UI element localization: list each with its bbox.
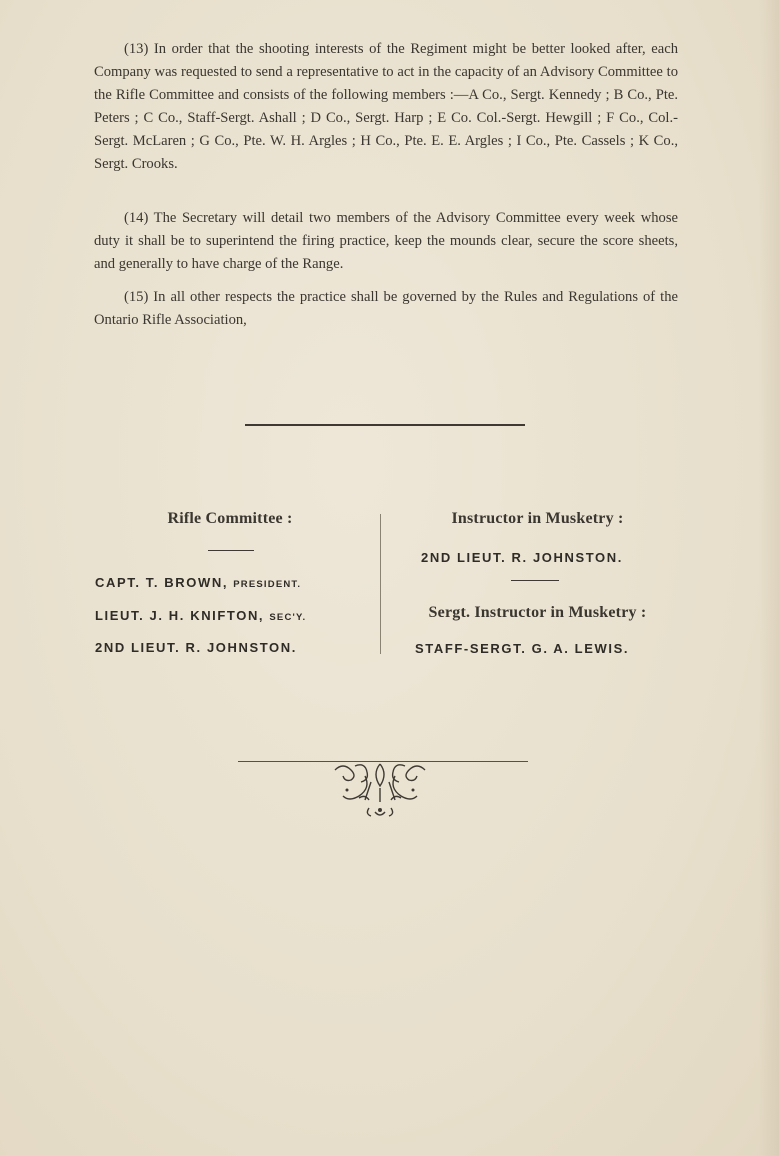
instructor-rule bbox=[511, 580, 559, 581]
paragraph-15: (15) In all other respects the practice shall be governed by the Rules and Regulations of the Ontario Rifle Association, bbox=[94, 289, 678, 328]
section-divider-rule bbox=[245, 424, 525, 426]
rifle-committee-rule bbox=[208, 550, 254, 551]
sergt-instructor-name: STAFF-SERGT. G. A. LEWIS. bbox=[415, 641, 630, 656]
instructor-name: 2ND LIEUT. R. JOHNSTON. bbox=[421, 550, 623, 565]
paragraph-14: (14) The Secretary will detail two members of the Advisory Committee every week whose duty it shall be to superintend the firing practice, keep the mounds clear, secure the score sheets, and generally to have charge of the Range. bbox=[94, 210, 678, 272]
column-separator bbox=[380, 514, 381, 654]
committee-member-brown: CAPT. T. BROWN, PRESIDENT. bbox=[95, 575, 302, 590]
committee-member-johnston: 2ND LIEUT. R. JOHNSTON. bbox=[95, 640, 297, 655]
instructor-heading: Instructor in Musketry : bbox=[451, 510, 624, 527]
page-edge-shading bbox=[759, 0, 779, 1156]
paragraph-13: (13) In order that the shooting interests of the Regiment might be better looked after, each Company was requested to send a representative to act in the capacity of an Advisory Committee to the Rifle Committee and consists of the following members :—A Co., Sergt. Kennedy ; B Co., Pte. Peters ; C Co., Staff-Sergt. Ashall ; D Co., Sergt. Harp ; E Co. Col.-Sergt. Hewgill ; F Co., Col.-Sergt. McLaren ; G Co., Pte. W. H. Argles ; H Co., Pte. E. E. Argles ; I Co., Pte. Cassels ; K Co., Sergt. Crooks. bbox=[94, 41, 678, 172]
flourish-ornament-icon bbox=[325, 760, 435, 822]
sergt-instructor-heading: Sergt. Instructor in Musketry : bbox=[428, 604, 647, 621]
committee-member-knifton: LIEUT. J. H. KNIFTON, SEC'Y. bbox=[95, 608, 307, 623]
rifle-committee-heading: Rifle Committee : bbox=[167, 510, 293, 527]
